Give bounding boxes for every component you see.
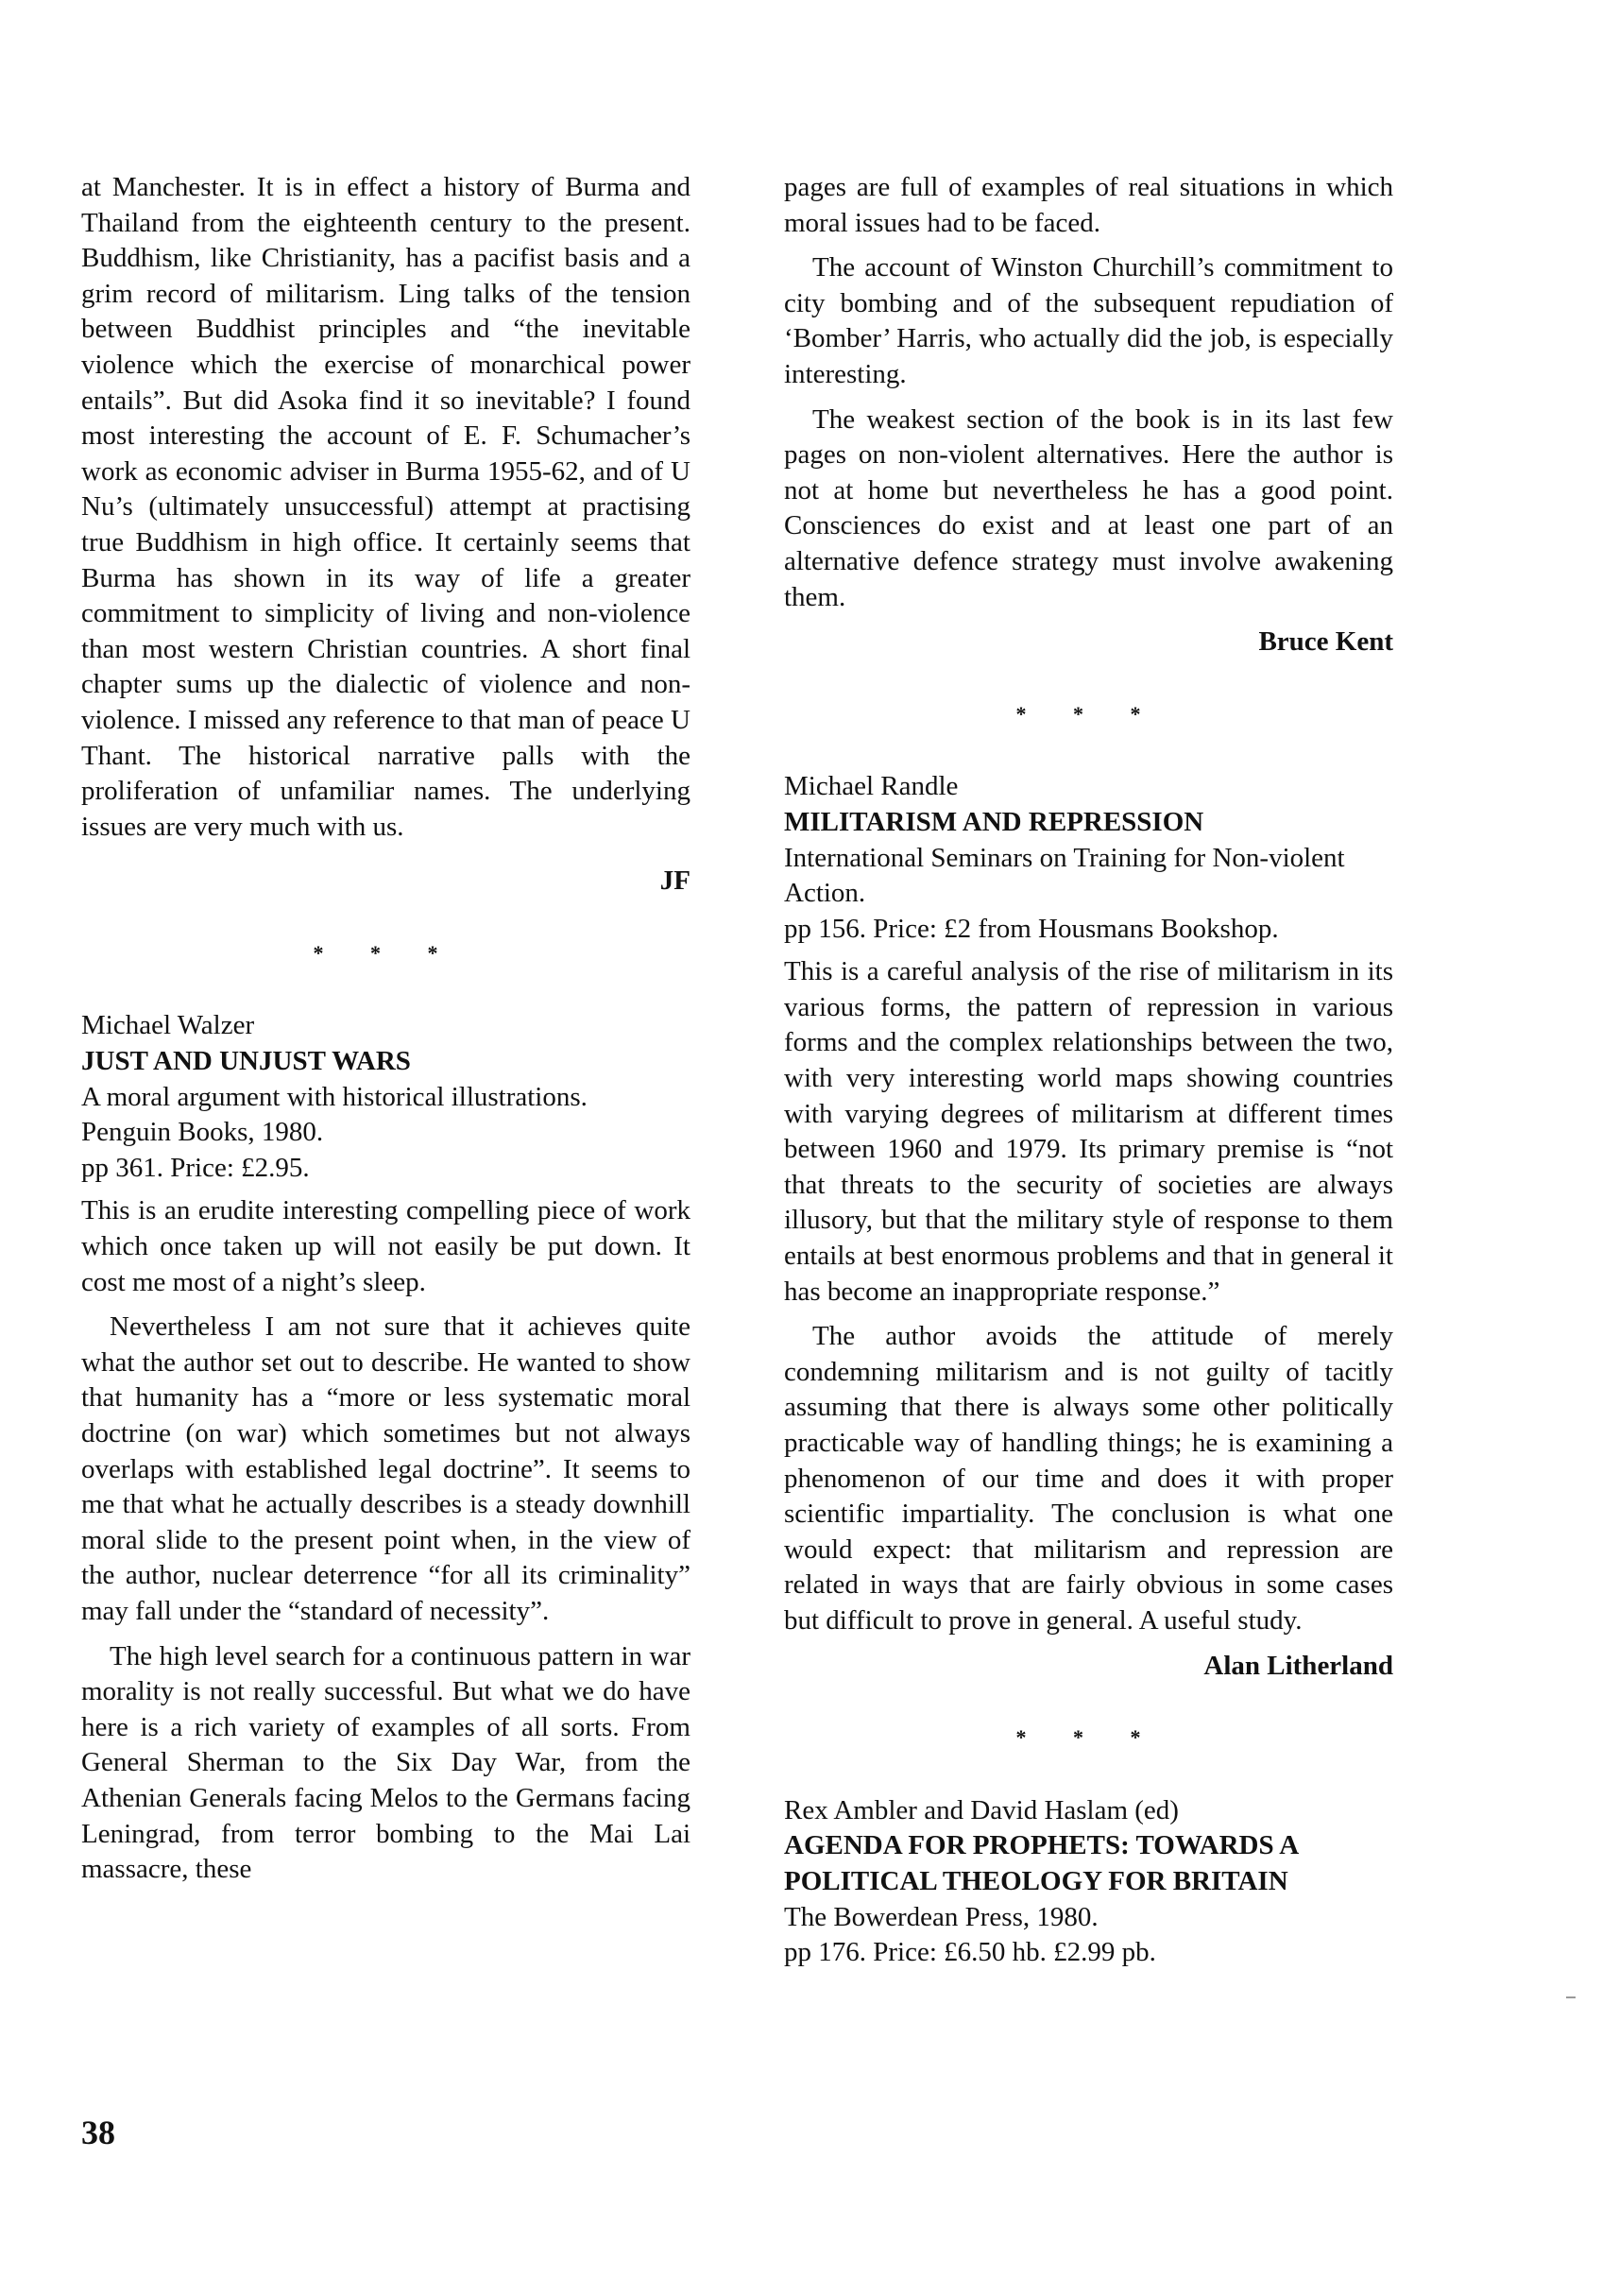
reviewer-signature: Alan Litherland	[1203, 1650, 1393, 1681]
book-publisher: The Bowerdean Press, 1980.	[784, 1901, 1099, 1932]
book-publisher: Penguin Books, 1980.	[81, 1117, 324, 1148]
section-separator: * * *	[313, 940, 459, 965]
review-paragraph: Nevertheless I am not sure that it achieves quite what the author set out to describe. He wanted to show that humanity has a “more or less systematic moral doctrine (on war) which sometimes but not always overlaps with established legal doctrine”. It seems to me that what he actually describes is a steady downhill moral slide to the present point when, in the view of the author, nuclear deterrence “for all its criminality” may fall under the “standard of necessity”.	[81, 1311, 690, 1626]
margin-mark	[1566, 1996, 1576, 1998]
book-author: Michael Walzer	[81, 1010, 255, 1041]
reviewer-signature: Bruce Kent	[1258, 626, 1393, 658]
left-column	[81, 170, 690, 1897]
book-subtitle: A moral argument with historical illustrations.	[81, 1081, 588, 1112]
review-paragraph: The high level search for a continuous pattern in war morality is not really successful. But what we do have here is a rich variety of examples of all sorts. From General Sherman to the Six Day War, from the Athenian Generals facing Melos to the Germans facing Leningrad, from terror bombing to the Mai Lai massacre, these	[81, 1640, 690, 1885]
book-details: pp 176. Price: £6.50 hb. £2.99 pb.	[784, 1937, 1156, 1968]
review-paragraph: pages are full of examples of real situations in which moral issues had to be faced.	[784, 172, 1393, 238]
book-entry	[784, 769, 1393, 947]
book-author: Michael Randle	[784, 771, 959, 802]
page-number: 38	[81, 2114, 115, 2151]
review-paragraph: This is a careful analysis of the rise of militarism in its various forms, the pattern of repression in various forms and the complex relationships between the two, with very interesting world maps showing countries with varying degrees of militarism at different times between 1960 and 1979. Its primary premise is “not that threats to the security of societies are always illusory, but that the military style of response to them entails at best enormous problems and that in general it has become an inappropriate response.”	[784, 956, 1393, 1307]
book-title: JUST AND UNJUST WARS	[81, 1046, 411, 1077]
right-column	[784, 170, 1393, 1979]
reviewer-signature: JF	[659, 865, 690, 897]
review-paragraph: The author avoids the attitude of merely condemning militarism and is not guilty of tacitly assuming that there is always some other politically practicable way of handling things; he is examining a phenomenon of our time and does it with proper scientific impartiality. The conclusion is what one would expect: that militarism and repression are related in ways that are fairly obvious in some cases but difficult to prove in general. A useful study.	[784, 1321, 1393, 1636]
section-separator: * * *	[1015, 1725, 1162, 1750]
review-paragraph: at Manchester. It is in effect a history of Burma and Thailand from the eighteenth century to the present. Buddhism, like Christianity, has a pacifist basis and a grim record of militarism. Ling talks of the tension between Buddhist principles and “the inevitable violence which the exercise of monarchical power entails”. But did Asoka find it so inevitable? I found most interesting the account of E. F. Schumacher’s work as economic adviser in Burma 1955-62, and of U Nu’s (ultimately unsuccessful) attempt at practising true Buddhism in high office. It certainly seems that Burma has shown in its way of life a greater commitment to simplicity of living and non-violence than most western Christian countries. A short final chapter sums up the dialectic of violence and non-violence. I missed any reference to that man of peace U Thant. The historical narrative palls with the proliferation of unfamiliar names. The underlying issues are very much with us.	[81, 172, 690, 842]
book-author: Rex Ambler and David Haslam (ed)	[784, 1794, 1179, 1825]
book-entry	[81, 1008, 690, 1186]
book-publisher: International Seminars on Training for Non-violent Action.	[784, 842, 1345, 909]
book-entry	[784, 1793, 1393, 1971]
book-title: AGENDA FOR PROPHETS: TOWARDS A POLITICAL THEOLOGY FOR BRITAIN	[784, 1830, 1298, 1896]
review-paragraph: This is an erudite interesting compelling piece of work which once taken up will not easily be put down. It cost me most of a night’s sleep.	[81, 1195, 690, 1297]
book-details: pp 156. Price: £2 from Housmans Bookshop.	[784, 913, 1279, 944]
review-paragraph: The account of Winston Churchill’s commitment to city bombing and of the subsequent repudiation of ‘Bomber’ Harris, who actually did the job, is especially interesting.	[784, 252, 1393, 389]
review-paragraph: The weakest section of the book is in its last few pages on non-violent alternatives. Here the author is not at home but nevertheless he has a good point. Consciences do exist and at least one part of an alternative defence strategy must involve awakening them.	[784, 403, 1393, 612]
book-title: MILITARISM AND REPRESSION	[784, 806, 1204, 837]
section-separator: * * *	[1015, 701, 1162, 726]
book-details: pp 361. Price: £2.95.	[81, 1152, 310, 1183]
